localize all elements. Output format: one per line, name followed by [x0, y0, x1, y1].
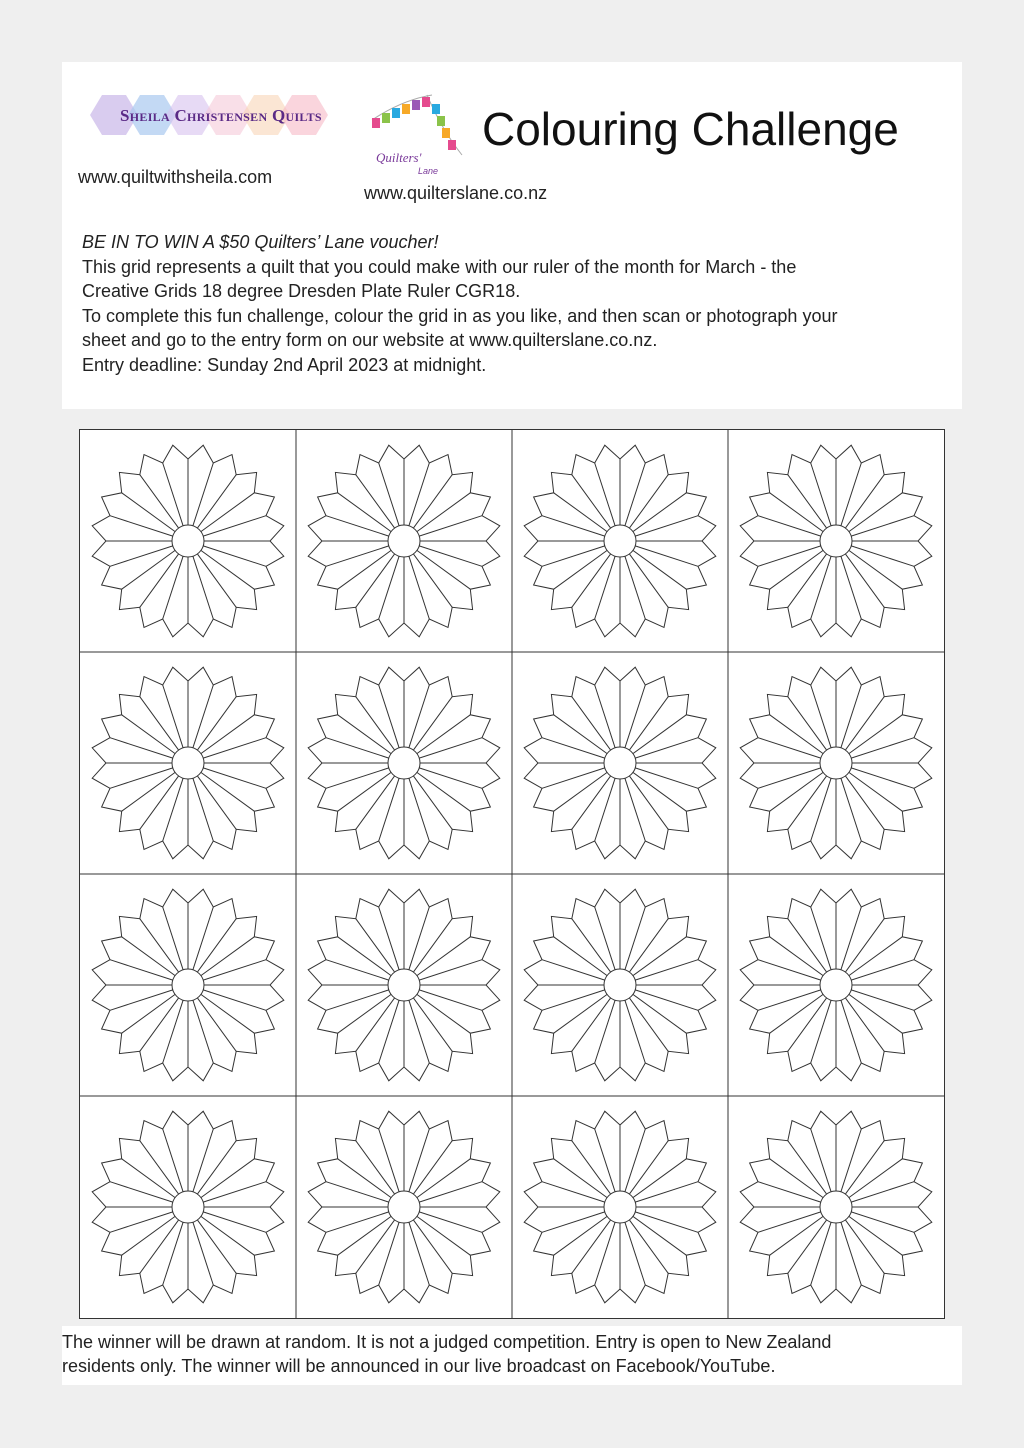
footer-text	[62, 1330, 962, 1378]
grid-svg	[80, 430, 944, 1318]
dresden-plate	[308, 667, 500, 859]
dresden-plate	[308, 1111, 500, 1303]
dresden-plate	[92, 445, 284, 637]
plate-centre-circle	[604, 1191, 636, 1223]
dresden-plate	[740, 889, 932, 1081]
dresden-plate	[740, 445, 932, 637]
quilters-lane-logo-subtext: Lane	[418, 166, 439, 176]
plate-centre-circle	[604, 525, 636, 557]
footer-line: The winner will be drawn at random. It is not a judged competition. Entry is open to New Zealand	[62, 1332, 832, 1352]
quilters-lane-website-url: www.quilterslane.co.nz	[364, 183, 548, 203]
plate-centre-circle	[388, 747, 420, 779]
intro-line: Entry deadline: Sunday 2nd April 2023 at midnight.	[82, 354, 487, 375]
dresden-plate-colouring-grid	[79, 429, 945, 1319]
plate-centre-circle	[820, 1191, 852, 1223]
plate-centre-circle	[172, 747, 204, 779]
dresden-plate	[524, 445, 716, 637]
sheila-logo-text: Sheila Christensen Quilts	[120, 106, 322, 125]
quilters-lane-logo-text: Quilters'	[376, 150, 422, 165]
dresden-plate	[524, 889, 716, 1081]
header-card	[62, 62, 962, 409]
plate-centre-circle	[388, 969, 420, 1001]
dresden-plate	[308, 445, 500, 637]
plate-centre-circle	[388, 525, 420, 557]
dresden-plate	[92, 667, 284, 859]
footer-card	[62, 1326, 962, 1385]
dresden-plate	[92, 889, 284, 1081]
intro-line: sheet and go to the entry form on our website at www.quilterslane.co.nz.	[82, 330, 658, 350]
dresden-plate	[92, 1111, 284, 1303]
plate-centre-circle	[172, 969, 204, 1001]
plate-centre-circle	[388, 1191, 420, 1223]
dresden-plate	[308, 889, 500, 1081]
sheila-christensen-quilts-logo	[80, 90, 330, 140]
dresden-plate	[524, 667, 716, 859]
plate-centre-circle	[820, 969, 852, 1001]
quilters-lane-logo	[362, 80, 472, 185]
sheila-website-url: www.quiltwithsheila.com	[78, 167, 273, 187]
intro-line: To complete this fun challenge, colour the grid in as you like, and then scan or photograph your	[82, 305, 838, 326]
page-title: Colouring Challenge	[482, 103, 899, 155]
intro-line: This grid represents a quilt that you could make with our ruler of the month for March - the	[82, 256, 797, 277]
intro-headline: BE IN TO WIN A $50 Quilters’ Lane voucher!	[82, 232, 439, 252]
plate-centre-circle	[604, 747, 636, 779]
dresden-plate	[740, 667, 932, 859]
footer-line: residents only. The winner will be announced in our live broadcast on Facebook/YouTube.	[62, 1356, 776, 1376]
dresden-plate	[524, 1111, 716, 1303]
plate-centre-circle	[604, 969, 636, 1001]
intro-line: Creative Grids 18 degree Dresden Plate Ruler CGR18.	[82, 281, 521, 301]
plate-centre-circle	[172, 1191, 204, 1223]
plate-centre-circle	[820, 525, 852, 557]
bunting-flags-icon	[362, 80, 472, 185]
dresden-plate	[740, 1111, 932, 1303]
plate-centre-circle	[172, 525, 204, 557]
intro-text	[82, 230, 952, 377]
plate-centre-circle	[820, 747, 852, 779]
